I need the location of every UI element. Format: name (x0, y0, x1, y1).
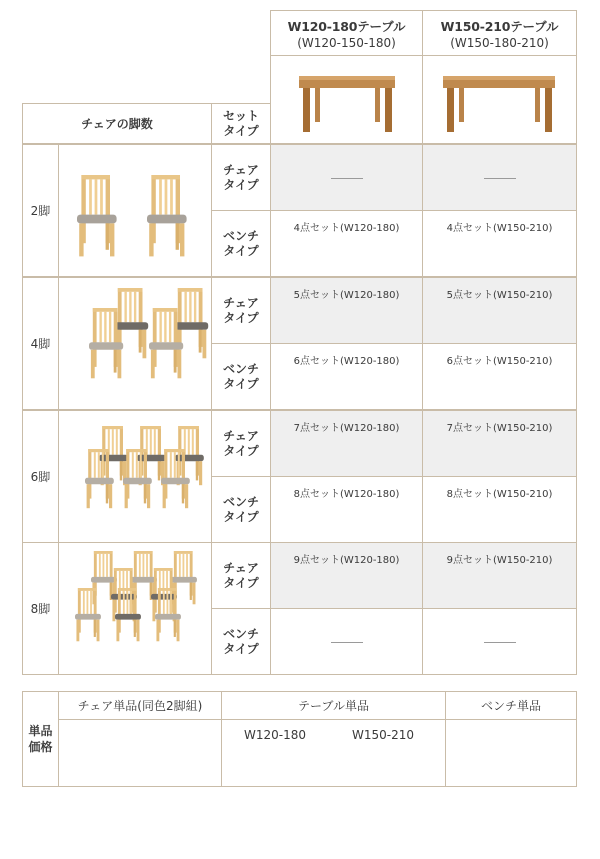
chair-type-cell (211, 277, 271, 344)
legs-count-label: 6脚 (30, 470, 51, 484)
chair-image-cell (58, 542, 212, 675)
set-label: 4点セット(W150-210) (446, 223, 553, 234)
bench-type-label: ベンチ タイプ (222, 228, 259, 258)
chair-set-cell (270, 277, 423, 344)
set-label: 6点セット(W120-180) (293, 356, 400, 367)
chair-set-cell (422, 144, 577, 211)
single-price-label-cell (22, 691, 59, 787)
bench-type-label: ベンチ タイプ (222, 494, 259, 524)
chair-type-cell (211, 410, 271, 477)
chair-single-header-label: チェア単品(同色2脚組) (77, 698, 203, 713)
table-single-value (221, 719, 446, 787)
set-label: 9点セット(W150-210) (446, 555, 553, 566)
bench-single-header-label: ベンチ単品 (480, 698, 541, 713)
column-header-w150 (422, 10, 577, 56)
chair-image (59, 145, 210, 276)
set-label: 7点セット(W120-180) (293, 423, 400, 434)
chair-set-cell (422, 542, 577, 609)
bench-type-label: ベンチ タイプ (222, 361, 259, 391)
chair-image (59, 278, 210, 409)
set-type-header-label: セット タイプ (222, 108, 259, 138)
bench-type-cell (211, 343, 271, 410)
chair-type-label: チェア タイプ (223, 428, 259, 458)
table-image (423, 56, 576, 143)
bench-set-cell (422, 608, 577, 675)
none-dash (484, 178, 516, 179)
chair-image-cell (58, 277, 212, 410)
set-label: 5点セット(W150-210) (446, 290, 553, 301)
set-label: 5点セット(W120-180) (293, 290, 400, 301)
set-label: 9点セット(W120-180) (293, 555, 400, 566)
legs-count-cell (22, 144, 59, 277)
table-image (271, 56, 422, 143)
none-dash (484, 642, 516, 643)
chair-set-cell (422, 277, 577, 344)
table-size-w120: W120-180 (244, 728, 307, 742)
set-label: 8点セット(W120-180) (293, 489, 400, 500)
bench-type-label: ベンチ タイプ (222, 626, 259, 656)
bench-single-header (445, 691, 577, 720)
set-label: 7点セット(W150-210) (446, 423, 553, 434)
table-size-w150: W150-210 (352, 728, 415, 742)
table-image-cell-w150 (422, 55, 577, 144)
legs-count-cell (22, 542, 59, 675)
bench-set-cell (270, 476, 423, 543)
chair-set-cell (270, 410, 423, 477)
legs-count-cell (22, 410, 59, 543)
chair-single-header (58, 691, 222, 720)
chair-set-cell (270, 144, 423, 211)
chair-legs-header (22, 103, 212, 144)
bench-type-cell (211, 210, 271, 277)
chair-type-label: チェア タイプ (223, 560, 259, 590)
legs-count-label: 2脚 (30, 204, 51, 218)
set-type-header (211, 103, 271, 144)
chair-type-label: チェア タイプ (223, 162, 259, 192)
column-title: W120-180テーブル (287, 19, 406, 34)
chair-image-cell (58, 410, 212, 543)
bench-set-cell (422, 210, 577, 277)
bench-set-cell (270, 210, 423, 277)
set-label: 8点セット(W150-210) (446, 489, 553, 500)
set-label: 4点セット(W120-180) (293, 223, 400, 234)
chair-set-cell (422, 410, 577, 477)
chair-image-cell (58, 144, 212, 277)
chair-image (59, 543, 210, 674)
table-image-cell-w120 (270, 55, 423, 144)
bench-set-cell (422, 343, 577, 410)
bench-set-cell (270, 608, 423, 675)
column-header-w120 (270, 10, 423, 56)
chair-single-value (58, 719, 222, 787)
none-dash (331, 642, 363, 643)
table-single-header (221, 691, 446, 720)
set-label: 6点セット(W150-210) (446, 356, 553, 367)
bench-type-cell (211, 476, 271, 543)
chair-type-cell (211, 144, 271, 211)
column-title: W150-210テーブル (440, 19, 559, 34)
bench-single-value (445, 719, 577, 787)
legs-count-label: 4脚 (30, 337, 51, 351)
chair-legs-header-label: チェアの脚数 (81, 116, 153, 131)
table-single-header-label: テーブル単品 (298, 698, 369, 713)
bench-set-cell (422, 476, 577, 543)
chair-type-cell (211, 542, 271, 609)
column-subtitle: (W150-180-210) (450, 36, 549, 50)
chair-image (59, 411, 210, 542)
chair-set-cell (270, 542, 423, 609)
chair-type-label: チェア タイプ (223, 295, 259, 325)
single-price-label: 単品 価格 (28, 724, 53, 754)
column-subtitle: (W120-150-180) (297, 36, 396, 50)
none-dash (331, 178, 363, 179)
bench-set-cell (270, 343, 423, 410)
legs-count-cell (22, 277, 59, 410)
bench-type-cell (211, 608, 271, 675)
legs-count-label: 8脚 (30, 602, 51, 616)
